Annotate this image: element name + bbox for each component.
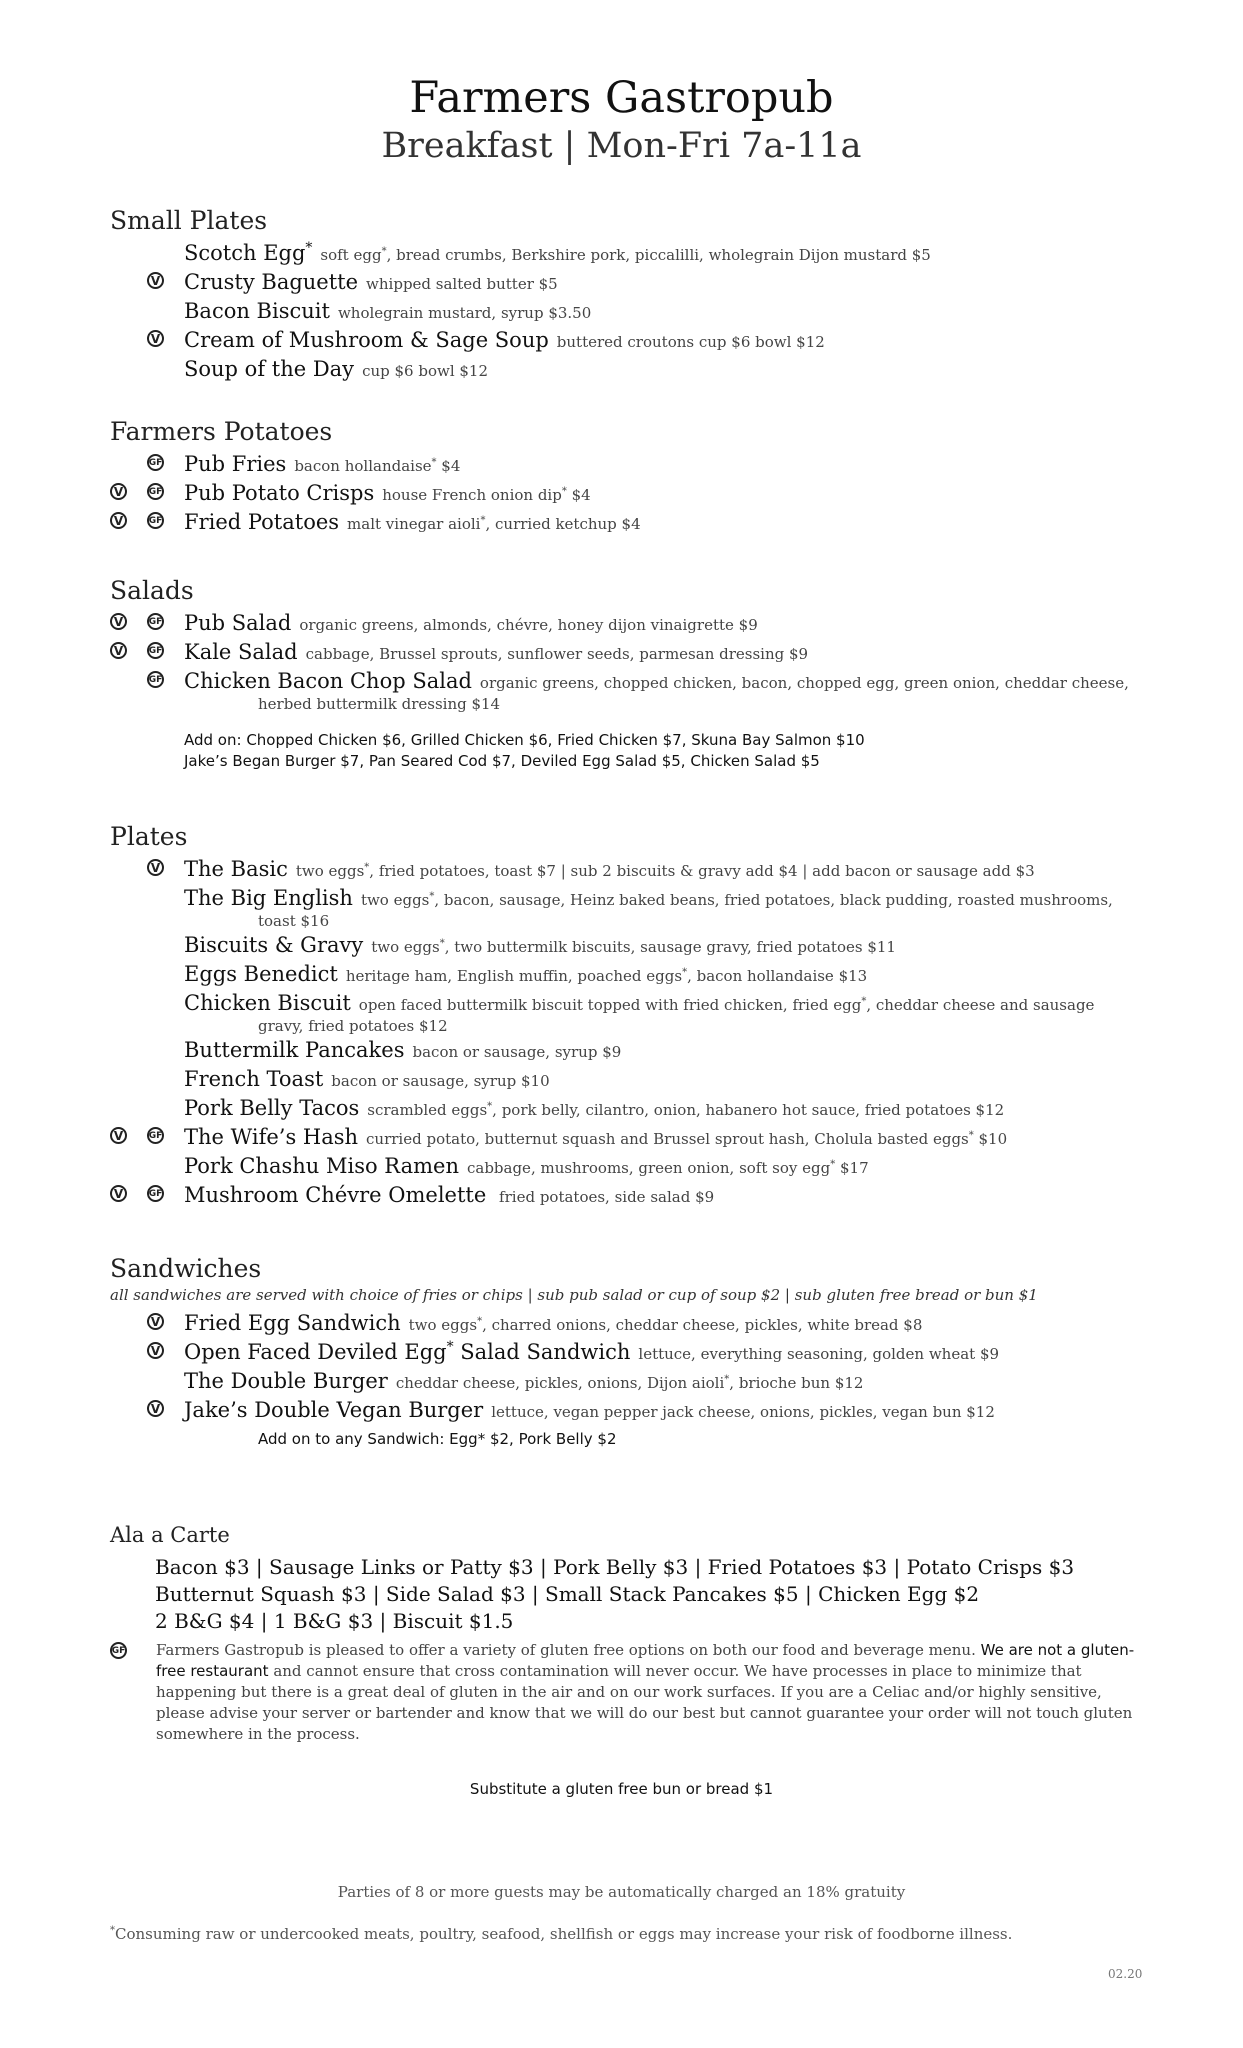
menu-item [110, 1037, 1150, 1065]
menu-item [110, 240, 1150, 268]
menu-item [110, 639, 1150, 667]
restaurant-name: Farmers Gastropub [409, 73, 834, 123]
diet-icons [110, 1069, 180, 1089]
menu-item [110, 990, 1150, 1036]
item-name: Kale Salad [184, 640, 298, 664]
vegetarian-icon: V [110, 1185, 127, 1202]
section-sandwiches [110, 1254, 1150, 1450]
item-name: Mushroom Chévre Omelette [184, 1183, 487, 1207]
item-name: Chicken Biscuit [184, 991, 351, 1015]
item-name: The Basic [184, 857, 288, 881]
item-description: two eggs*, two buttermilk biscuits, sausage gravy, fried potatoes $11 [371, 938, 896, 956]
item-description: wholegrain mustard, syrup $3.50 [337, 304, 592, 322]
item-description: bacon or sausage, syrup $10 [331, 1072, 550, 1090]
consumer-advisory [110, 1925, 1012, 1943]
menu-date-code: 02.20 [1108, 1967, 1143, 1981]
diet-icons [110, 1371, 180, 1391]
diet-icons [110, 1040, 180, 1060]
menu-item [110, 1397, 1150, 1425]
ala-carte-line-3: 2 B&G $4 | 1 B&G $3 | Biscuit $1.5 [155, 1609, 514, 1633]
diet-icons [110, 671, 180, 691]
menu-item [110, 668, 1150, 714]
gratuity-notice: Parties of 8 or more guests may be automatically charged an 18% gratuity [337, 1883, 906, 1901]
substitute-gluten-free: Substitute a gluten free bun or bread $1 [469, 1780, 774, 1798]
vegetarian-icon: V [147, 272, 164, 289]
item-list [110, 1310, 1150, 1425]
diet-icons [110, 993, 180, 1013]
gluten-free-icon: GF [110, 1642, 127, 1659]
item-name: Cream of Mushroom & Sage Soup [184, 328, 549, 352]
section-title: Salads [110, 576, 194, 605]
diet-icons [110, 964, 180, 984]
menu-item [110, 1182, 1150, 1210]
diet-icons [110, 613, 180, 633]
gluten-free-icon: GF [147, 1127, 164, 1144]
item-list [110, 240, 1150, 384]
asterisk-mark: * [381, 246, 387, 257]
item-description: buttered croutons cup $6 bowl $12 [556, 333, 825, 351]
item-name: Pub Potato Crisps [184, 481, 375, 505]
menu-item [110, 1368, 1150, 1396]
asterisk-mark: * [364, 862, 370, 873]
item-name: The Big English [184, 886, 353, 910]
section-title: Plates [110, 822, 188, 851]
item-description: whipped salted butter $5 [366, 275, 558, 293]
item-description: fried potatoes, side salad $9 [494, 1188, 715, 1206]
notice-text-b: and cannot ensure that cross contamination will never occur. We have processes in place to minimize that happening but there is a great deal of gluten in the air and on our work surfaces. If you are a Celiac and/or highly sensitive, please advise your server or bartender and know that we will do our best but cannot guarantee your order will not touch gluten somewhere in the process. [156, 1662, 1133, 1743]
asterisk-mark: * [724, 1374, 730, 1385]
gluten-free-icon: GF [147, 483, 164, 500]
notice-text-a: Farmers Gastropub is pleased to offer a variety of gluten free options on both our food and beverage menu. [156, 1641, 981, 1659]
diet-icons [110, 1098, 180, 1118]
menu-item [110, 610, 1150, 638]
item-list [110, 451, 1150, 537]
item-name: Pork Belly Tacos [184, 1096, 360, 1120]
diet-icons [110, 243, 180, 263]
menu-item [110, 1310, 1150, 1338]
ala-carte-line-2: Butternut Squash $3 | Side Salad $3 | Small Stack Pancakes $5 | Chicken Egg $2 [155, 1582, 980, 1606]
menu-item [110, 932, 1150, 960]
diet-icons [110, 454, 180, 474]
consumer-advisory-text: Consuming raw or undercooked meats, poultry, seafood, shellfish or eggs may increase your risk of foodborne illness. [115, 1925, 1013, 1943]
item-description: cabbage, Brussel sprouts, sunflower seeds, parmesan dressing $9 [305, 645, 809, 663]
diet-icons [110, 512, 180, 532]
asterisk-mark: * [110, 1925, 115, 1936]
item-description: house French onion dip* $4 [382, 486, 591, 504]
menu-item [110, 1095, 1150, 1123]
item-description: lettuce, everything seasoning, golden wheat $9 [638, 1345, 1000, 1363]
sandwich-addon: Add on to any Sandwich: Egg* $2, Pork Belly $2 [258, 1430, 617, 1448]
section-title: Small Plates [110, 206, 268, 235]
asterisk-mark: * [968, 1130, 974, 1141]
item-description: cabbage, mushrooms, green onion, soft soy egg* $17 [466, 1159, 869, 1177]
item-description: bacon or sausage, syrup $9 [412, 1043, 622, 1061]
gluten-free-notice-text [110, 1640, 1140, 1745]
menu-item [110, 1124, 1150, 1152]
section-title: Ala a Carte [110, 1523, 230, 1547]
item-name: Jake’s Double Vegan Burger [184, 1398, 484, 1422]
item-name: Fried Potatoes [184, 510, 340, 534]
salad-addon-line-2: Jake’s Began Burger $7, Pan Seared Cod $7, Deviled Egg Salad $5, Chicken Salad $5 [184, 752, 820, 770]
item-name: Chicken Bacon Chop Salad [184, 669, 472, 693]
asterisk-mark: * [429, 891, 435, 902]
asterisk-mark: * [561, 486, 567, 497]
vegetarian-icon: V [147, 330, 164, 347]
menu-item [110, 1066, 1150, 1094]
vegetarian-icon: V [110, 642, 127, 659]
item-description-continued: toast $16 [258, 912, 330, 930]
menu-subtitle: Breakfast | Mon-Fri 7a-11a [381, 126, 862, 166]
diet-icons [110, 359, 180, 379]
diet-icons [110, 330, 180, 350]
vegetarian-icon: V [110, 512, 127, 529]
asterisk-mark: * [305, 240, 313, 256]
vegetarian-icon: V [147, 859, 164, 876]
asterisk-mark: * [682, 967, 688, 978]
item-name: Buttermilk Pancakes [184, 1038, 405, 1062]
section-title: Sandwiches [110, 1254, 262, 1283]
menu-item [110, 480, 1150, 508]
item-name: Bacon Biscuit [184, 299, 330, 323]
diet-icons [110, 1342, 180, 1362]
vegetarian-icon: V [147, 1313, 164, 1330]
vegetarian-icon: V [110, 483, 127, 500]
item-description: open faced buttermilk biscuit topped with fried chicken, fried egg*, cheddar cheese and sausage [358, 996, 1095, 1014]
item-description: organic greens, almonds, chévre, honey dijon vinaigrette $9 [299, 616, 758, 634]
item-name: Pub Salad [184, 611, 292, 635]
item-list [110, 610, 1150, 714]
asterisk-mark: * [861, 996, 867, 1007]
item-description: soft egg*, bread crumbs, Berkshire pork, piccalilli, wholegrain Dijon mustard $5 [320, 246, 931, 264]
section-small-plates [110, 206, 1150, 385]
item-description: two eggs*, bacon, sausage, Heinz baked beans, fried potatoes, black pudding, roasted mushrooms, [360, 891, 1113, 909]
gluten-free-icon: GF [147, 1185, 164, 1202]
menu-item [110, 1339, 1150, 1367]
item-description: bacon hollandaise* $4 [294, 457, 461, 475]
asterisk-mark: * [477, 1316, 483, 1327]
salad-addon-line-1: Add on: Chopped Chicken $6, Grilled Chicken $6, Fried Chicken $7, Skuna Bay Salmon $10 [184, 731, 865, 749]
item-description: cup $6 bowl $12 [362, 362, 489, 380]
item-description: two eggs*, fried potatoes, toast $7 | sub 2 biscuits & gravy add $4 | add bacon or sausage add $3 [295, 862, 1035, 880]
item-description: lettuce, vegan pepper jack cheese, onions, pickles, vegan bun $12 [491, 1403, 995, 1421]
item-name: Biscuits & Gravy [184, 933, 364, 957]
item-name: Scotch Egg* [184, 240, 313, 265]
item-list [110, 856, 1150, 1210]
item-description: curried potato, butternut squash and Brussel sprout hash, Cholula basted eggs* $10 [366, 1130, 1008, 1148]
item-description: scrambled eggs*, pork belly, cilantro, onion, habanero hot sauce, fried potatoes $12 [367, 1101, 1005, 1119]
item-description-continued: herbed buttermilk dressing $14 [258, 695, 501, 713]
ala-carte-line-1: Bacon $3 | Sausage Links or Patty $3 | Pork Belly $3 | Fried Potatoes $3 | Potato Crisps $3 [155, 1555, 1075, 1579]
item-name: Pork Chashu Miso Ramen [184, 1154, 459, 1178]
item-description: two eggs*, charred onions, cheddar cheese, pickles, white bread $8 [408, 1316, 923, 1334]
asterisk-mark: * [439, 938, 445, 949]
menu-item [110, 269, 1150, 297]
gluten-free-icon: GF [147, 671, 164, 688]
item-name: French Toast [184, 1067, 324, 1091]
vegetarian-icon: V [147, 1400, 164, 1417]
item-description: malt vinegar aioli*, curried ketchup $4 [347, 515, 641, 533]
section-plates [110, 822, 1150, 1211]
sandwich-note: all sandwiches are served with choice of fries or chips | sub pub salad or cup of soup $2 | sub gluten free bread or bun $1 [110, 1286, 1038, 1304]
notice-text-bold: We are not a gluten-free restaurant [156, 1641, 1135, 1680]
item-name: Pub Fries [184, 452, 287, 476]
section-title: Farmers Potatoes [110, 417, 333, 446]
section-ala-carte [110, 1520, 1150, 1635]
asterisk-mark: * [480, 515, 486, 526]
section-potatoes [110, 417, 1150, 538]
gluten-free-icon: GF [147, 512, 164, 529]
item-name: The Double Burger [184, 1369, 388, 1393]
menu-header [0, 72, 1243, 168]
asterisk-mark: * [446, 1339, 454, 1355]
diet-icons [110, 272, 180, 292]
vegetarian-icon: V [110, 1127, 127, 1144]
asterisk-mark: * [431, 457, 437, 468]
gluten-free-icon: GF [147, 454, 164, 471]
item-description: organic greens, chopped chicken, bacon, chopped egg, green onion, cheddar cheese, [479, 674, 1129, 692]
item-name: Crusty Baguette [184, 270, 359, 294]
menu-item [110, 885, 1150, 931]
item-name: Open Faced Deviled Egg* Salad Sandwich [184, 1339, 631, 1364]
diet-icons [110, 483, 180, 503]
menu-item [110, 1153, 1150, 1181]
diet-icons [110, 1156, 180, 1176]
menu-item [110, 327, 1150, 355]
diet-icons [110, 888, 180, 908]
item-name: Eggs Benedict [184, 962, 338, 986]
gluten-free-icon: GF [147, 642, 164, 659]
vegetarian-icon: V [110, 613, 127, 630]
section-salads [110, 576, 1150, 772]
diet-icons [110, 642, 180, 662]
item-name: The Wife’s Hash [184, 1125, 359, 1149]
item-name: Fried Egg Sandwich [184, 1311, 401, 1335]
menu-item [110, 356, 1150, 384]
gluten-free-notice [110, 1640, 1140, 1745]
item-description: heritage ham, English muffin, poached eggs*, bacon hollandaise $13 [345, 967, 868, 985]
diet-icons [110, 1127, 180, 1147]
menu-item [110, 451, 1150, 479]
diet-icons [110, 859, 180, 879]
item-description: cheddar cheese, pickles, onions, Dijon aioli*, brioche bun $12 [395, 1374, 864, 1392]
diet-icons [110, 1400, 180, 1420]
asterisk-mark: * [487, 1101, 493, 1112]
asterisk-mark: * [830, 1159, 836, 1170]
menu-item [110, 856, 1150, 884]
diet-icons [110, 301, 180, 321]
menu-item [110, 509, 1150, 537]
diet-icons [110, 935, 180, 955]
menu-item [110, 961, 1150, 989]
vegetarian-icon: V [147, 1342, 164, 1359]
item-name: Soup of the Day [184, 357, 355, 381]
item-description-continued: gravy, fried potatoes $12 [258, 1017, 448, 1035]
menu-item [110, 298, 1150, 326]
gluten-free-icon: GF [147, 613, 164, 630]
diet-icons [110, 1313, 180, 1333]
diet-icons [110, 1185, 180, 1205]
